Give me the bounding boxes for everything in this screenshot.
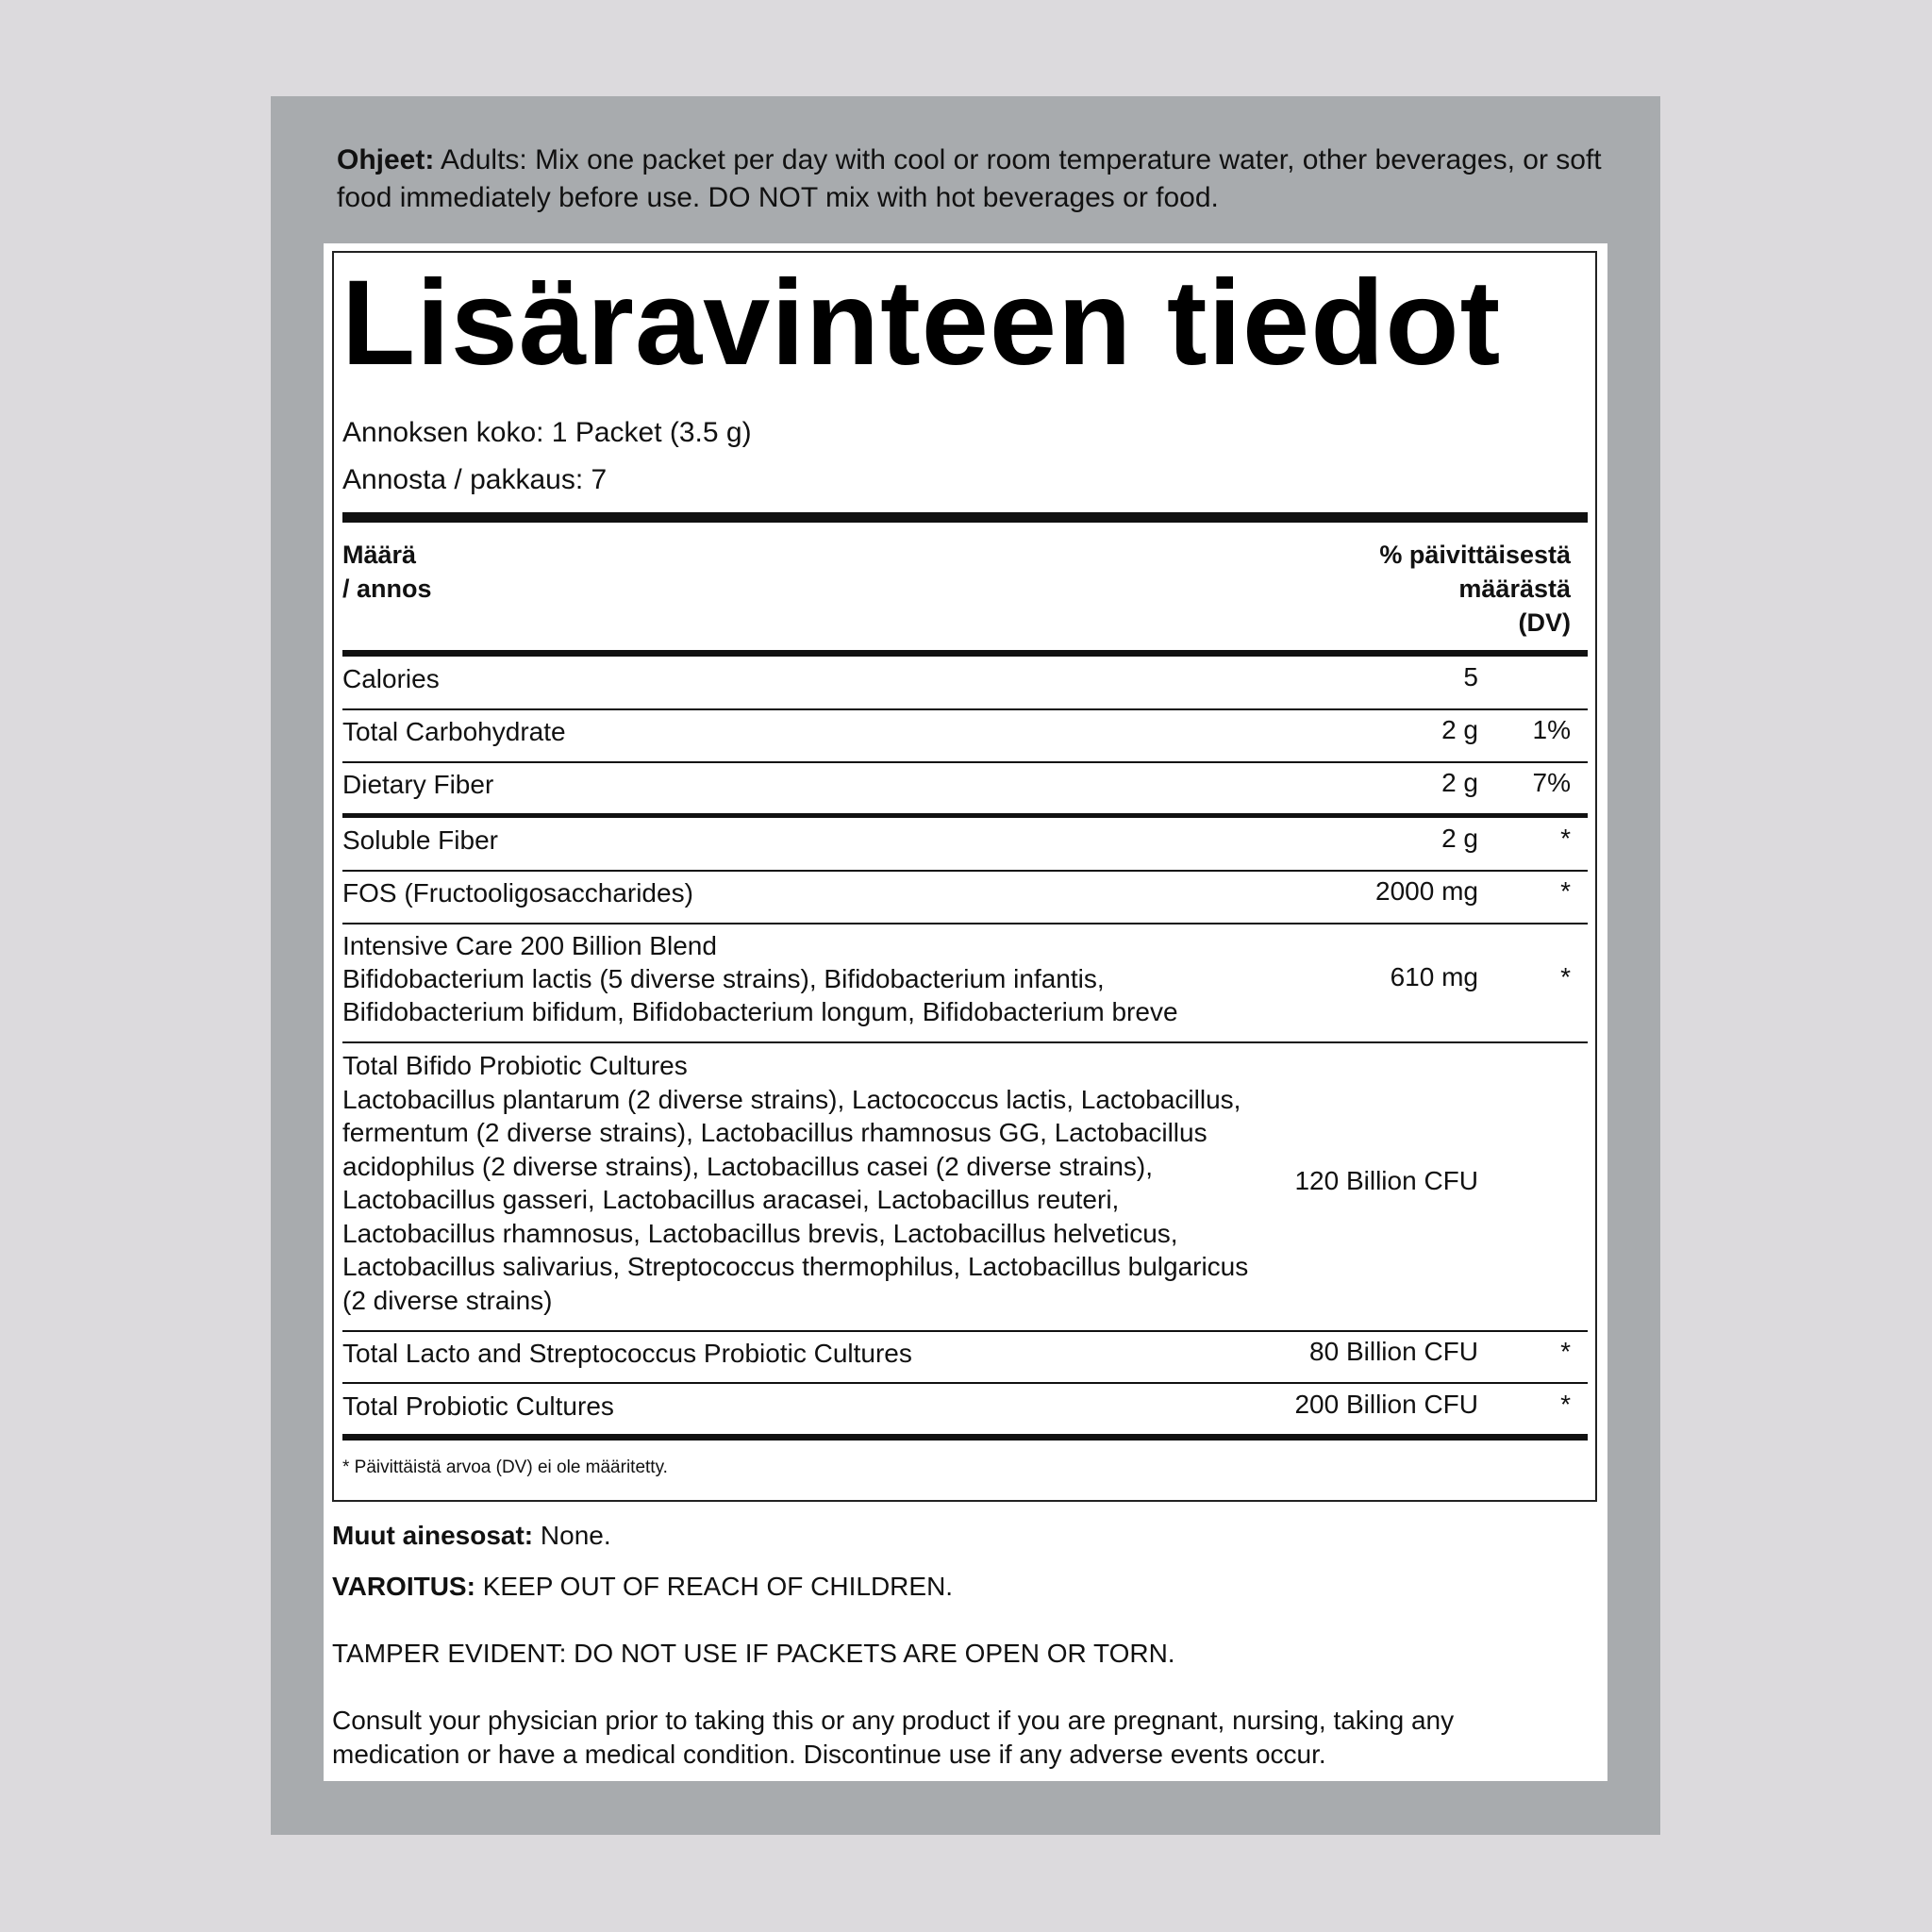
nutrient-name: Total Bifido Probiotic Cultures xyxy=(342,1051,688,1080)
other-ingredients-value: None. xyxy=(533,1521,611,1550)
nutrient-dv: 1% xyxy=(1532,715,1571,744)
row-divider xyxy=(342,1330,1588,1332)
thick-divider xyxy=(342,512,1588,523)
header-right-line2: määrästä xyxy=(1458,575,1571,603)
row-divider xyxy=(342,761,1588,763)
nutrient-dv: * xyxy=(1560,1337,1571,1366)
nutrient-amount: 2 g xyxy=(1441,824,1478,853)
header-right-line1: % päivittäisestä xyxy=(1379,541,1571,569)
nutrient-amount: 200 Billion CFU xyxy=(1294,1390,1478,1419)
warning xyxy=(332,1570,1587,1604)
directions-label: Ohjeet: xyxy=(337,144,435,175)
directions-text xyxy=(337,142,1610,217)
nutrient-name: Calories xyxy=(342,664,440,693)
row-divider xyxy=(342,870,1588,872)
nutrient-subtext: fermentum (2 diverse strains), Lactobacillus rhamnosus GG, Lactobacillus xyxy=(342,1118,1208,1147)
daily-value-header xyxy=(1288,538,1571,640)
row-divider xyxy=(342,1382,1588,1384)
directions-body: Adults: Mix one packet per day with cool or room temperature water, other beverages, or soft food immediately before use. DO NOT mix with hot beverages or food. xyxy=(337,144,1602,213)
nutrient-amount: 80 Billion CFU xyxy=(1309,1337,1478,1366)
servings-per-container: Annosta / pakkaus: 7 xyxy=(342,464,608,495)
nutrient-name: Soluble Fiber xyxy=(342,825,498,855)
nutrient-name: Total Carbohydrate xyxy=(342,717,566,746)
nutrient-amount: 2000 mg xyxy=(1375,876,1478,906)
tamper-evident-notice: TAMPER EVIDENT: DO NOT USE IF PACKETS ARE OPEN OR TORN. xyxy=(332,1639,1175,1668)
thick-divider xyxy=(342,650,1588,657)
warning-text: KEEP OUT OF REACH OF CHILDREN. xyxy=(475,1572,954,1601)
facts-title: Lisäravinteen tiedot xyxy=(341,256,1502,391)
nutrient-amount: 2 g xyxy=(1441,715,1478,744)
nutrient-subtext: Lactobacillus rhamnosus, Lactobacillus brevis, Lactobacillus helveticus, xyxy=(342,1218,1178,1248)
nutrient-subtext: Lactobacillus plantarum (2 diverse strains), Lactococcus lactis, Lactobacillus, xyxy=(342,1084,1241,1114)
dv-footnote: * Päivittäistä arvoa (DV) ei ole määritetty. xyxy=(342,1457,668,1477)
serving-size: Annoksen koko: 1 Packet (3.5 g) xyxy=(342,417,752,448)
nutrient-dv: * xyxy=(1560,1390,1571,1419)
header-left-line1: Määrä xyxy=(342,541,417,569)
header-right-line3: (DV) xyxy=(1518,608,1571,637)
row-divider xyxy=(342,923,1588,924)
nutrient-amount: 120 Billion CFU xyxy=(1294,1166,1478,1195)
nutrient-subtext: acidophilus (2 diverse strains), Lactobacillus casei (2 diverse strains), xyxy=(342,1151,1154,1181)
row-divider xyxy=(342,708,1588,710)
nutrient-subtext: Lactobacillus salivarius, Streptococcus thermophilus, Lactobacillus bulgaricus xyxy=(342,1252,1249,1281)
nutrient-amount: 2 g xyxy=(1441,768,1478,797)
nutrient-dv: * xyxy=(1560,962,1571,991)
physician-notice: Consult your physician prior to taking this or any product if you are pregnant, nursing, taking any medication or have a medical condition. Discontinue use if any adverse events occur. xyxy=(332,1706,1455,1769)
nutrient-subtext: Bifidobacterium lactis (5 diverse strains), Bifidobacterium infantis, xyxy=(342,964,1105,993)
nutrient-amount: 5 xyxy=(1463,662,1478,691)
other-ingredients xyxy=(332,1519,1587,1553)
thick-divider xyxy=(342,813,1588,818)
warning-label: VAROITUS: xyxy=(332,1572,475,1601)
other-ingredients-label: Muut ainesosat: xyxy=(332,1521,534,1550)
nutrient-name: Total Lacto and Streptococcus Probiotic Cultures xyxy=(342,1339,912,1368)
nutrient-name: FOS (Fructooligosaccharides) xyxy=(342,878,693,908)
nutrient-name: Total Probiotic Cultures xyxy=(342,1391,614,1421)
nutrient-subtext: (2 diverse strains) xyxy=(342,1285,553,1315)
amount-per-serving-header xyxy=(342,538,432,606)
nutrient-name: Intensive Care 200 Billion Blend xyxy=(342,931,717,960)
row-divider xyxy=(342,1041,1588,1043)
nutrient-dv: * xyxy=(1560,876,1571,906)
nutrient-amount: 610 mg xyxy=(1390,962,1478,991)
header-left-line2: / annos xyxy=(342,575,432,603)
nutrient-subtext: Bifidobacterium bifidum, Bifidobacterium longum, Bifidobacterium breve xyxy=(342,997,1178,1026)
nutrient-subtext: Lactobacillus gasseri, Lactobacillus aracasei, Lactobacillus reuteri, xyxy=(342,1185,1120,1214)
nutrient-dv: 7% xyxy=(1532,768,1571,797)
nutrient-name: Dietary Fiber xyxy=(342,770,494,799)
nutrient-dv: * xyxy=(1560,824,1571,853)
thick-divider xyxy=(342,1434,1588,1441)
